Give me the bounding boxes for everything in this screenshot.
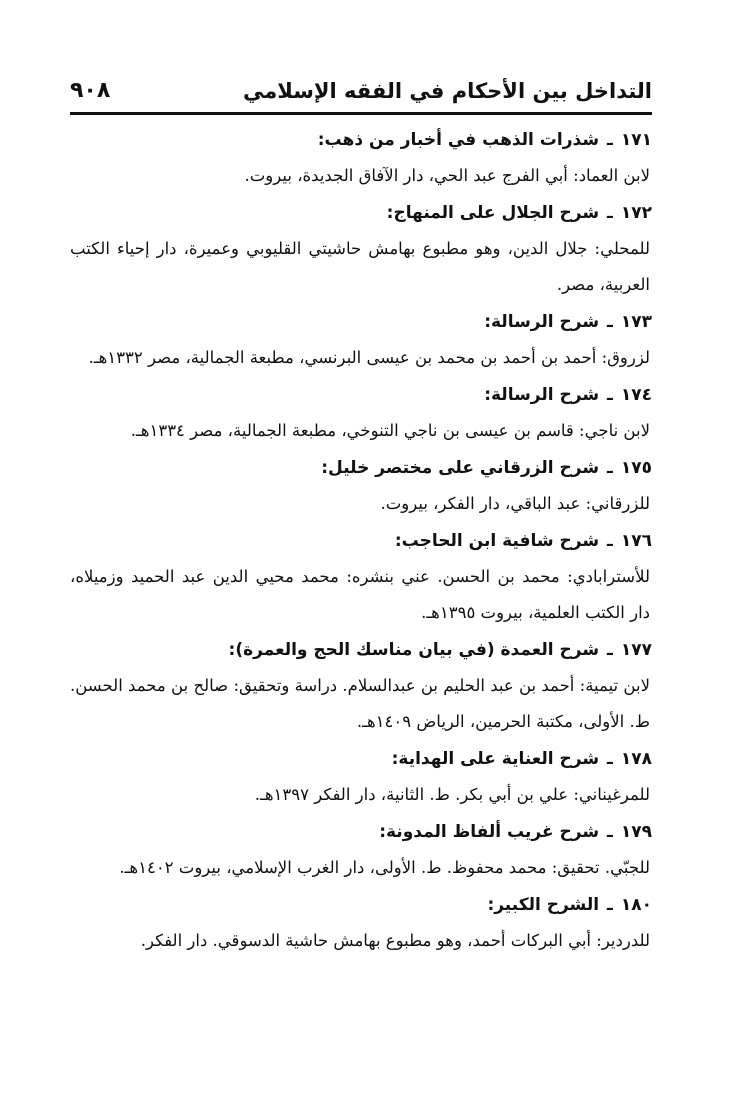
- entry-title-line: [70, 814, 652, 850]
- entry-number: ١٨٠: [620, 895, 652, 915]
- entry-title: شرح العناية على الهداية:: [391, 749, 600, 769]
- running-title: التداخل بين الأحكام في الفقه الإسلامي: [243, 79, 652, 103]
- entry-title: شرح الجلال على المنهاج:: [386, 203, 600, 223]
- entry-title-line: [70, 377, 652, 413]
- entry-number: ١٧٩: [620, 822, 652, 842]
- entry-number: ١٧١: [620, 130, 652, 150]
- page-number: ٩٠٨: [70, 78, 111, 103]
- entry-dash: ـ: [607, 458, 613, 478]
- entry-dash: ـ: [607, 749, 613, 769]
- entry-body: للأسترابادي: محمد بن الحسن. عني بنشره: محمد محيي الدين عبد الحميد وزميلاه، دار الكتب العلمية، بيروت ١٣٩٥هـ.: [70, 567, 650, 622]
- bibliography-entry: [70, 450, 652, 522]
- entry-body: لزروق: أحمد بن أحمد بن محمد بن عيسى البرنسي، مطبعة الجمالية، مصر ١٣٣٢هـ.: [88, 348, 650, 367]
- bibliography-entry: [70, 195, 652, 303]
- entry-body: للدردير: أبي البركات أحمد، وهو مطبوع بهامش حاشية الدسوقي. دار الفكر.: [140, 931, 650, 950]
- entry-dash: ـ: [607, 130, 613, 150]
- entry-body: للزرقاني: عبد الباقي، دار الفكر، بيروت.: [380, 494, 650, 513]
- entry-title-line: [70, 304, 652, 340]
- entry-number: ١٧٧: [620, 640, 652, 660]
- entry-dash: ـ: [607, 895, 613, 915]
- entry-title-line: [70, 632, 652, 668]
- entry-title: الشرح الكبير:: [487, 895, 600, 915]
- entry-dash: ـ: [607, 312, 613, 332]
- bibliography-entry: [70, 741, 652, 813]
- entry-dash: ـ: [607, 203, 613, 223]
- entry-dash: ـ: [607, 640, 613, 660]
- entry-dash: ـ: [607, 822, 613, 842]
- entry-title: شرح الرسالة:: [484, 312, 600, 332]
- entry-title-line: [70, 195, 652, 231]
- entry-body: للجبّي. تحقيق: محمد محفوظ. ط. الأولى، دار الغرب الإسلامي، بيروت ١٤٠٢هـ.: [119, 858, 650, 877]
- entry-title-line: [70, 122, 652, 158]
- entry-number: ١٧٦: [620, 531, 652, 551]
- bibliography-entry: [70, 304, 652, 376]
- entry-title-line: [70, 887, 652, 923]
- entry-title: شرح الرسالة:: [484, 385, 600, 405]
- entry-body: لابن تيمية: أحمد بن عبد الحليم بن عبدالسلام. دراسة وتحقيق: صالح بن محمد الحسن. ط. الأولى، مكتبة الحرمين، الرياض ١٤٠٩هـ.: [70, 676, 650, 731]
- bibliography-entry: [70, 122, 652, 194]
- header-rule: [70, 112, 652, 115]
- bibliography-entry: [70, 814, 652, 886]
- page-header: [70, 70, 652, 106]
- bibliography-entry: [70, 523, 652, 631]
- bibliography-entry: [70, 377, 652, 449]
- bibliography-entry: [70, 632, 652, 740]
- entry-title: شرح غريب ألفاظ المدونة:: [379, 822, 600, 842]
- entry-body: لابن ناجي: قاسم بن عيسى بن ناجي التنوخي، مطبعة الجمالية، مصر ١٣٣٤هـ.: [130, 421, 650, 440]
- entry-title-line: [70, 741, 652, 777]
- entry-body: لابن العماد: أبي الفرج عبد الحي، دار الآفاق الجديدة، بيروت.: [244, 166, 650, 185]
- entry-body: للمرغيناني: علي بن أبي بكر. ط. الثانية، دار الفكر ١٣٩٧هـ.: [254, 785, 650, 804]
- bibliography-entry: [70, 887, 652, 959]
- entry-title-line: [70, 450, 652, 486]
- entry-number: ١٧٢: [620, 203, 652, 223]
- entry-number: ١٧٥: [620, 458, 652, 478]
- entry-title: شذرات الذهب في أخبار من ذهب:: [317, 130, 600, 150]
- entry-number: ١٧٨: [620, 749, 652, 769]
- entry-title: شرح الزرقاني على مختصر خليل:: [321, 458, 600, 478]
- entry-dash: ـ: [607, 531, 613, 551]
- entry-title: شرح شافية ابن الحاجب:: [394, 531, 600, 551]
- book-page: [70, 0, 652, 1101]
- entry-number: ١٧٣: [620, 312, 652, 332]
- entry-number: ١٧٤: [620, 385, 652, 405]
- entry-dash: ـ: [607, 385, 613, 405]
- entry-title: شرح العمدة (في بيان مناسك الحج والعمرة):: [228, 640, 600, 660]
- entry-body: للمحلي: جلال الدين، وهو مطبوع بهامش حاشيتي القليوبي وعميرة، دار إحياء الكتب العربية، مصر.: [70, 239, 650, 294]
- bibliography-list: [70, 122, 652, 960]
- entry-title-line: [70, 523, 652, 559]
